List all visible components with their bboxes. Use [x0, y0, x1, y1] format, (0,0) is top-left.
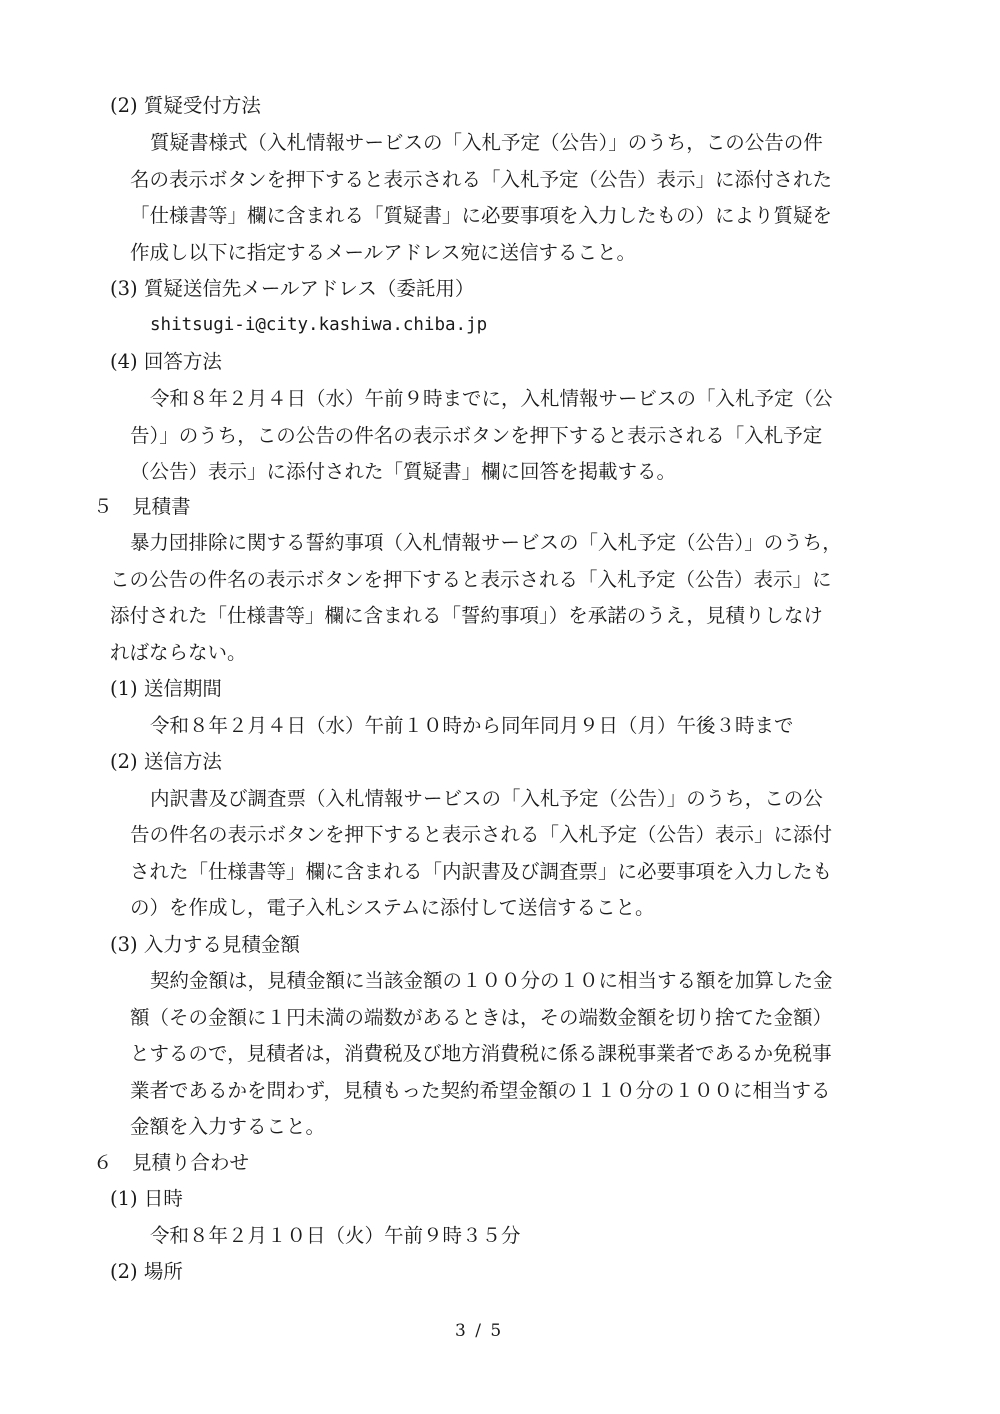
paragraph-line: ればならない。 — [110, 641, 247, 664]
paragraph-line: 作成し以下に指定するメールアドレス宛に送信すること。 — [130, 241, 637, 264]
email-address: shitsugi-i@city.kashiwa.chiba.jp — [150, 315, 488, 335]
paragraph-line: 「仕様書等」欄に含まれる「質疑書」に必要事項を入力したもの）により質疑を — [130, 204, 833, 227]
section-heading: (2) 送信方法 — [110, 750, 222, 773]
section-heading: (3) 質疑送信先メールアドレス（委託用） — [110, 277, 475, 300]
paragraph-line: 添付された「仕様書等」欄に含まれる「誓約事項」）を承諾のうえ，見積りしなけ — [110, 604, 823, 627]
section-heading: (3) 入力する見積金額 — [110, 933, 300, 956]
paragraph-line: 額（その金額に１円未満の端数があるときは，その端数金額を切り捨てた金額） — [130, 1006, 833, 1029]
section-heading: (1) 送信期間 — [110, 677, 222, 700]
paragraph-line: の）を作成し，電子入札システムに添付して送信すること。 — [130, 896, 655, 919]
page-number: 3 / 5 — [455, 1321, 504, 1341]
paragraph-line: 令和８年２月４日（水）午前１０時から同年同月９日（月）午後３時まで — [150, 714, 794, 737]
section-heading: (1) 日時 — [110, 1187, 183, 1210]
paragraph-line: この公告の件名の表示ボタンを押下すると表示される「入札予定（公告）表示」に — [110, 568, 832, 591]
section-title: ５ 見積書 — [93, 495, 191, 518]
section-heading: (2) 質疑受付方法 — [110, 94, 261, 117]
paragraph-line: とするので，見積者は，消費税及び地方消費税に係る課税事業者であるか免税事 — [130, 1042, 832, 1065]
section-heading: (4) 回答方法 — [110, 350, 222, 373]
paragraph-line: 告）」のうち，この公告の件名の表示ボタンを押下すると表示される「入札予定 — [130, 424, 823, 447]
paragraph-line: 金額を入力すること。 — [130, 1115, 326, 1138]
paragraph-line: 質疑書様式（入札情報サービスの「入札予定（公告）」のうち，この公告の件 — [150, 131, 823, 154]
paragraph-line: 令和８年２月１０日（火）午前９時３５分 — [150, 1224, 521, 1247]
paragraph-line: された「仕様書等」欄に含まれる「内訳書及び調査票」に必要事項を入力したも — [130, 860, 833, 883]
paragraph-line: 令和８年２月４日（水）午前９時までに，入札情報サービスの「入札予定（公 — [150, 387, 833, 410]
paragraph-line: 名の表示ボタンを押下すると表示される「入札予定（公告）表示」に添付された — [130, 168, 833, 191]
paragraph-line: 暴力団排除に関する誓約事項（入札情報サービスの「入札予定（公告）」のうち， — [130, 531, 842, 554]
paragraph-line: 契約金額は，見積金額に当該金額の１００分の１０に相当する額を加算した金 — [150, 969, 833, 992]
paragraph-line: 告の件名の表示ボタンを押下すると表示される「入札予定（公告）表示」に添付 — [130, 823, 833, 846]
section-heading: (2) 場所 — [110, 1260, 183, 1283]
paragraph-line: （公告）表示」に添付された「質疑書」欄に回答を掲載する。 — [130, 460, 677, 483]
paragraph-line: 内訳書及び調査票（入札情報サービスの「入札予定（公告）」のうち，この公 — [150, 787, 823, 810]
paragraph-line: 業者であるかを問わず，見積もった契約希望金額の１１０分の１００に相当する — [130, 1079, 831, 1102]
section-title: ６ 見積り合わせ — [93, 1151, 250, 1174]
